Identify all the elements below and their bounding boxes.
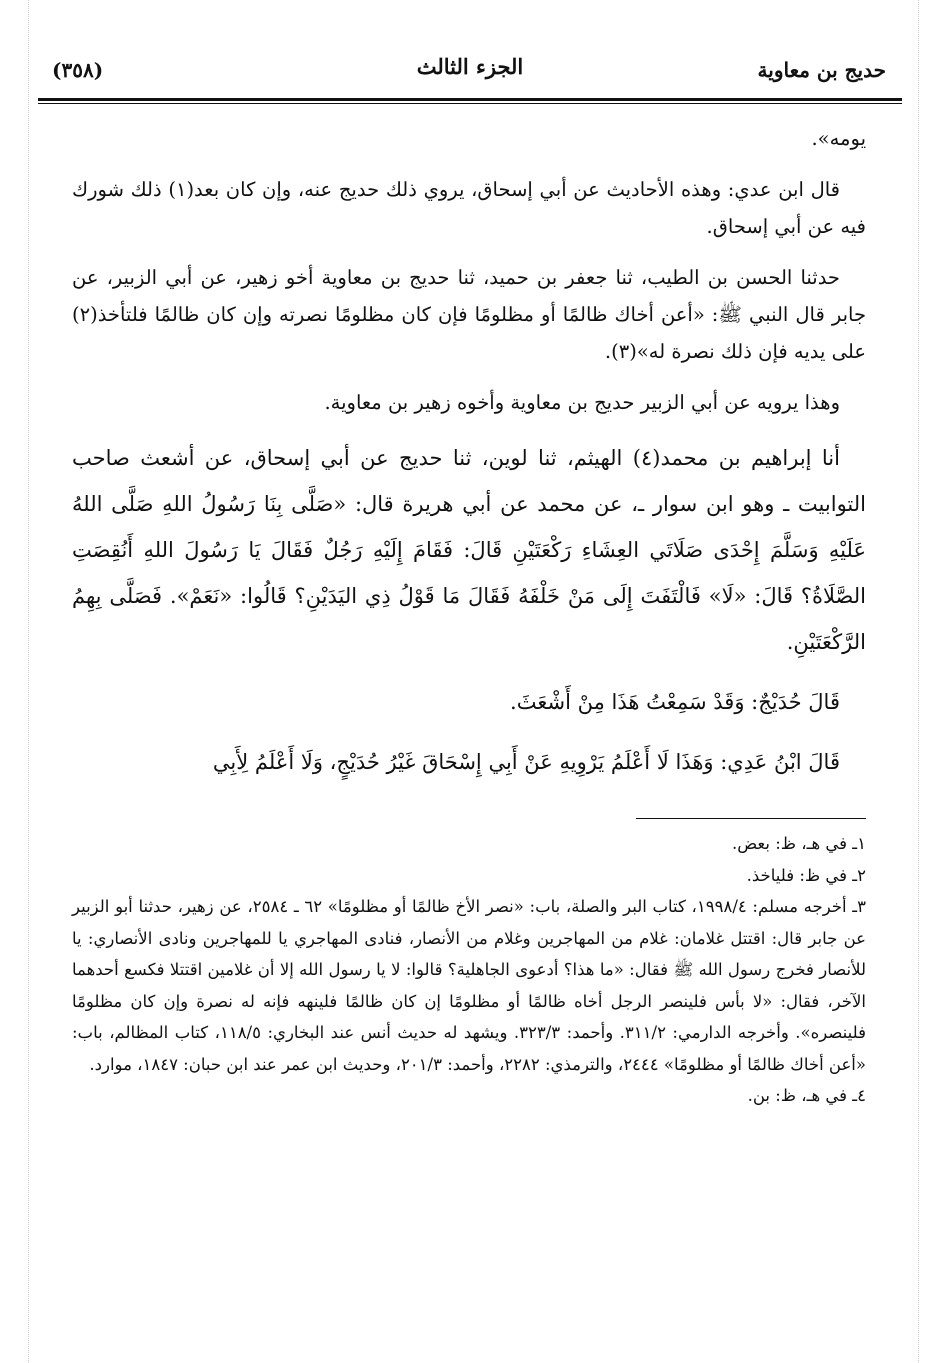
footnote: ٣ـ أخرجه مسلم: ١٩٩٨/٤، كتاب البر والصلة، باب: «نصر الأخ ظالمًا أو مظلومًا» ٦٢ ـ ٢٥٨٤، عن زهير، حدثنا أبو الزبير عن جابر قال: اقتتل غلامان: غلام من المهاجرين وغلام من الأنصار، فنادى المهاجري يا للمهاجرين ونادى الأنصاري: يا للأنصار فخرج رسول الله ﷺ فقال: «ما هذا؟ أدعوى الجاهلية؟ قالوا: لا يا رسول الله إلا أن غلامين اقتتلا فكسع أحدهما الآخر، فقال: «لا بأس فلينصر الرجل أخاه ظالمًا أو مظلومًا إن كان ظالمًا فلينهه فإنه له نصرة وإن كان مظلومًا فلينصره». وأخرجه الدارمي: ٣١١/٢. وأحمد: ٣٢٣/٣. ويشهد له حديث أنس عند البخاري: ١١٨/٥، كتاب المظالم، باب: «أعن أخاك ظالمًا أو مظلومًا» ٢٤٤٤، والترمذي: ٢٢٨٢، وأحمد: ٢٠١/٣، وحديث ابن عمر عند ابن حبان: ١٨٤٧، موارد.: [72, 897, 866, 1074]
footnotes: [72, 828, 866, 1112]
footnote: ٤ـ في هـ، ظ: بن.: [747, 1086, 866, 1105]
paragraph: وهذا يرويه عن أبي الزبير حديج بن معاوية وأخوه زهير بن معاوية.: [324, 391, 840, 414]
paragraph: قَالَ ابْنُ عَدِي: وَهَذَا لَا أَعْلَمُ يَرْوِيهِ عَنْ أَبِي إِسْحَاقَ غَيْرُ حُدَيْجٍ، وَلَا أَعْلَمُ لِأَبِي: [212, 750, 840, 774]
main-text: [72, 120, 866, 799]
paragraph: قَالَ حُدَيْجٌ: وَقَدْ سَمِعْتُ هَذَا مِنْ أَشْعَثَ.: [510, 690, 840, 714]
footnote: ١ـ في هـ، ظ: بعض.: [731, 834, 866, 853]
paragraph: يومه».: [811, 127, 866, 150]
paragraph: أنا إبراهيم بن محمد(٤) الهيثم، ثنا لوين، ثنا حديج عن أبي إسحاق، عن أشعث صاحب التوابيت ـ وهو ابن سوار ـ، عن محمد عن أبي هريرة قال: «صَلَّى بِنَا رَسُولُ اللهِ صَلَّى اللهُ عَلَيْهِ وَسَلَّمَ إِحْدَى صَلَاتَي العِشَاءِ رَكْعَتَيْنِ قَالَ: فَقَامَ إِلَيْهِ رَجُلٌ فَقَالَ يَا رَسُولَ اللهِ أَنُقِصَتِ الصَّلَاةُ؟ قَالَ: «لَا» فَالْتَفَتَ إِلَى مَنْ خَلْفَهُ فَقَالَ مَا قَوْلُ ذِي اليَدَيْنِ؟ قَالُوا: «نَعَمْ». فَصَلَّى بِهِمُ الرَّكْعَتَيْنِ.: [72, 446, 866, 654]
running-header: [38, 48, 902, 98]
page-number: (٣٥٨): [52, 58, 104, 82]
paragraph: حدثنا الحسن بن الطيب، ثنا جعفر بن حميد، ثنا حديج بن معاوية أخو زهير، عن أبي الزبير، عن جابر قال النبي ﷺ: «أعن أخاك ظالمًا أو مظلومًا فإن كان مظلومًا نصرته وإن كان ظالمًا فلتأخذ(٢) على يديه فإن ذلك نصرة له»(٣).: [72, 266, 866, 363]
scan-margin-line: [28, 0, 29, 1363]
header-rule: [38, 98, 902, 104]
paragraph: قال ابن عدي: وهذه الأحاديث عن أبي إسحاق، يروي ذلك حديج عنه، وإن كان بعد(١) ذلك شورك فيه عن أبي إسحاق.: [72, 178, 866, 238]
scan-margin-line: [918, 0, 919, 1363]
footnote-rule: [636, 818, 866, 819]
entry-name: حديج بن معاوية: [757, 58, 886, 82]
volume-title: الجزء الثالث: [416, 54, 524, 79]
footnote: ٢ـ في ظ: فلياخذ.: [746, 865, 866, 885]
